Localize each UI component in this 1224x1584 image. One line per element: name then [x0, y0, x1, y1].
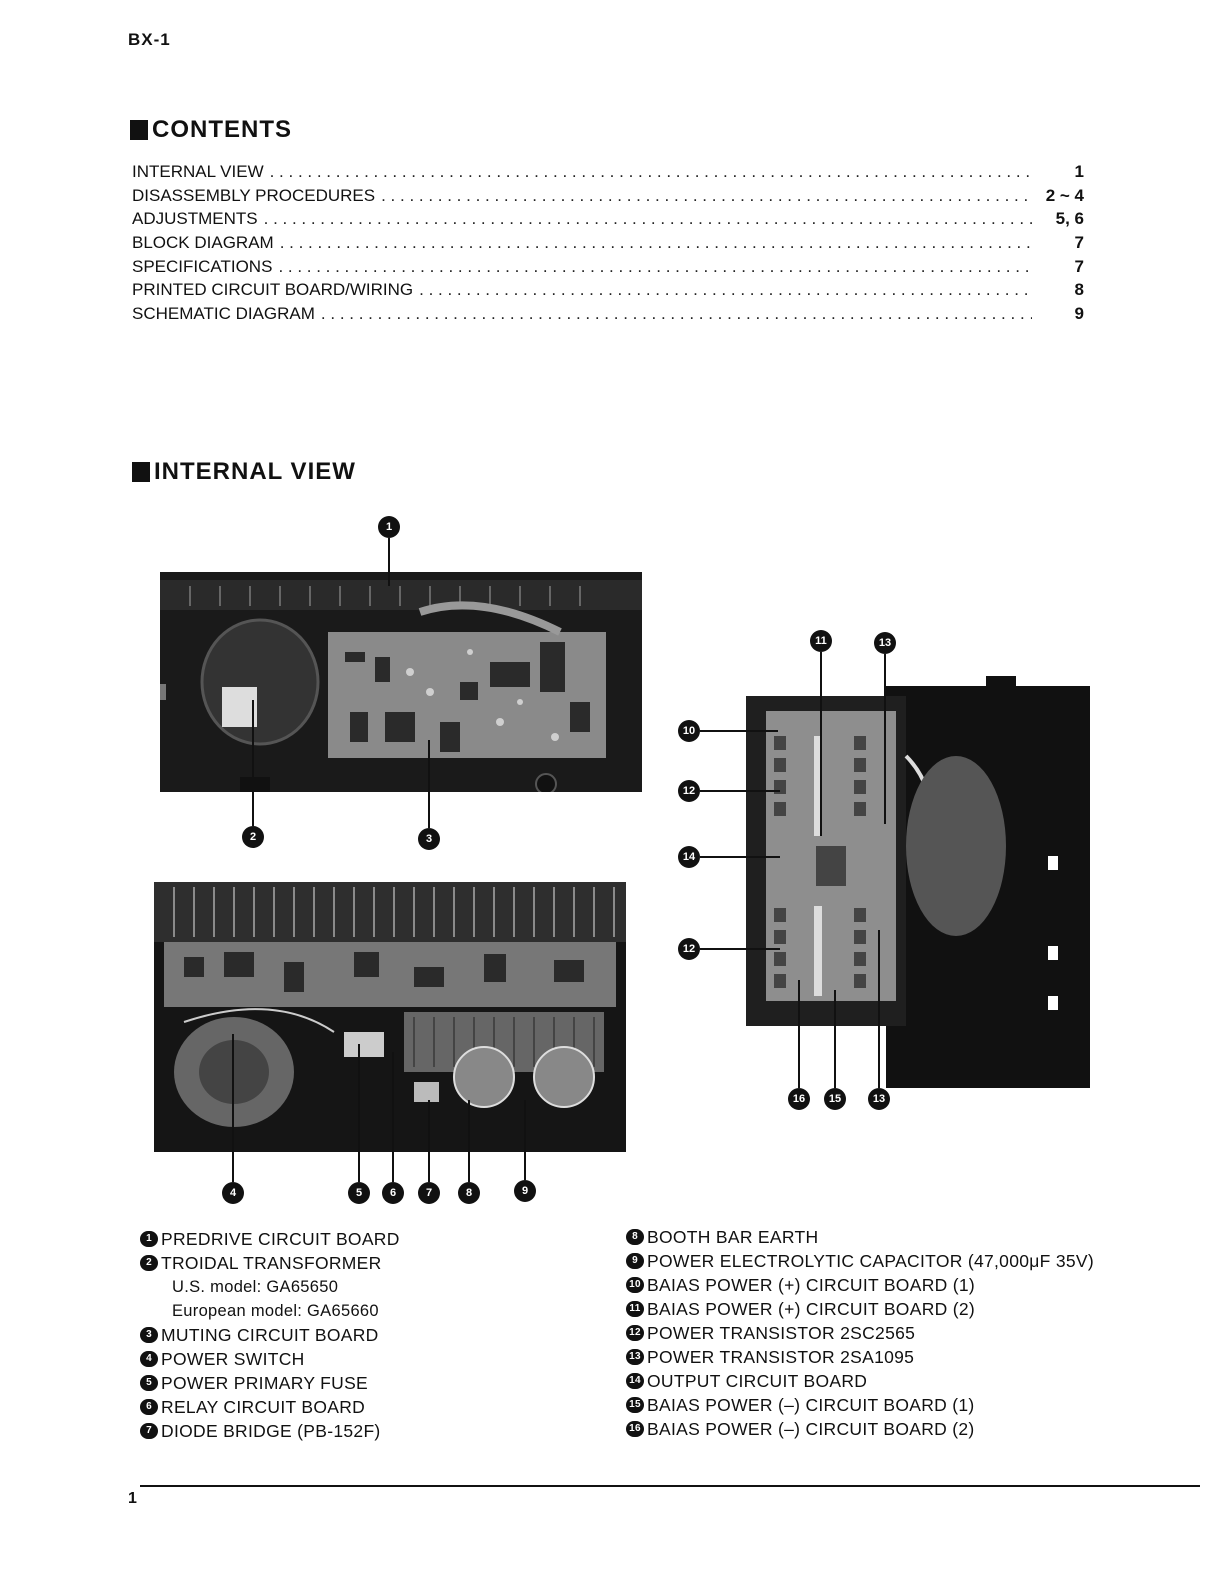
toc-entry-page: 2 ~ 4 — [1045, 185, 1084, 205]
toc-entry-label: SPECIFICATIONS — [132, 256, 273, 276]
legend-number: 16 — [626, 1421, 644, 1437]
legend-label: BAIAS POWER (–) CIRCUIT BOARD (2) — [647, 1418, 975, 1439]
legend-item — [626, 1345, 1146, 1369]
toc-entry-label: BLOCK DIAGRAM — [132, 233, 274, 253]
heading-square-icon — [132, 462, 150, 482]
callout-11: 11 — [810, 630, 832, 652]
toc-entry[interactable] — [132, 233, 1084, 257]
leader-line — [428, 740, 430, 828]
toc-entry-label: ADJUSTMENTS — [132, 209, 258, 229]
legend-item — [626, 1297, 1146, 1321]
toc-leader-dots — [270, 162, 1032, 182]
leader-line — [700, 948, 780, 950]
legend-item — [626, 1321, 1146, 1345]
leader-line — [428, 1100, 430, 1182]
legend-label: TROIDAL TRANSFORMER — [161, 1252, 382, 1273]
toc-entry-page: 7 — [1074, 233, 1084, 253]
toc-leader-dots — [264, 209, 1032, 229]
callout-2: 2 — [242, 826, 264, 848]
page-number: 1 — [128, 1490, 137, 1507]
legend-number: 8 — [626, 1229, 644, 1245]
callout-8: 8 — [458, 1182, 480, 1204]
leader-line — [700, 856, 780, 858]
legend-number: 2 — [140, 1255, 158, 1271]
callout-13b: 13 — [868, 1088, 890, 1110]
heading-square-icon — [130, 120, 148, 140]
toc-entry-label: INTERNAL VIEW — [132, 162, 264, 181]
legend-number: 1 — [140, 1231, 158, 1247]
callout-12b: 12 — [678, 938, 700, 960]
internal-view-title: INTERNAL VIEW — [154, 458, 356, 485]
legend-item — [626, 1225, 1146, 1249]
leader-line — [820, 652, 822, 836]
legend-label: POWER TRANSISTOR 2SC2565 — [647, 1322, 916, 1343]
toc-entry[interactable] — [132, 304, 1084, 328]
leader-line — [468, 1100, 470, 1182]
table-of-contents — [132, 162, 1084, 328]
legend-label: POWER ELECTROLYTIC CAPACITOR (47,000μF 35V) — [647, 1250, 1094, 1271]
toc-entry-page: 8 — [1074, 280, 1084, 300]
contents-title: CONTENTS — [152, 116, 292, 143]
toc-entry-page: 7 — [1074, 256, 1084, 276]
legend-item — [140, 1371, 600, 1395]
legend-number: 15 — [626, 1397, 644, 1413]
top-view-photo — [160, 572, 642, 792]
legend-left — [140, 1227, 600, 1443]
callout-9: 9 — [514, 1180, 536, 1202]
legend-label: RELAY CIRCUIT BOARD — [161, 1396, 366, 1417]
toc-entry[interactable] — [132, 280, 1084, 304]
legend-label: MUTING CIRCUIT BOARD — [161, 1324, 379, 1345]
toc-entry-label: SCHEMATIC DIAGRAM — [132, 304, 315, 324]
footer-rule — [140, 1485, 1200, 1487]
legend-item — [140, 1323, 600, 1347]
legend-label: DIODE BRIDGE (PB-152F) — [161, 1420, 381, 1441]
legend-number: 6 — [140, 1399, 158, 1415]
toc-entry-page: 1 — [1074, 162, 1084, 181]
callout-3: 3 — [418, 828, 440, 850]
leader-line — [252, 700, 254, 826]
legend-item — [140, 1419, 600, 1443]
toc-entry[interactable] — [132, 257, 1084, 281]
leader-line — [798, 980, 800, 1088]
legend-right — [626, 1225, 1146, 1441]
legend-label: POWER SWITCH — [161, 1348, 305, 1369]
leader-line — [878, 930, 880, 1088]
bottom-view-photo — [154, 882, 626, 1152]
toc-entry-page: 9 — [1074, 304, 1084, 324]
leader-line — [884, 654, 886, 824]
legend-item — [140, 1347, 600, 1371]
legend-item — [140, 1251, 600, 1275]
toc-leader-dots — [419, 280, 1032, 300]
leader-line — [358, 1044, 360, 1182]
callout-13: 13 — [874, 632, 896, 654]
legend-number: 10 — [626, 1277, 644, 1293]
callout-15: 15 — [824, 1088, 846, 1110]
toc-leader-dots — [280, 233, 1032, 253]
contents-heading — [130, 116, 292, 144]
legend-label: OUTPUT CIRCUIT BOARD — [647, 1370, 868, 1391]
legend-number: 9 — [626, 1253, 644, 1269]
legend-number: 12 — [626, 1325, 644, 1341]
leader-line — [700, 790, 780, 792]
legend-number: 4 — [140, 1351, 158, 1367]
callout-5: 5 — [348, 1182, 370, 1204]
toc-entry[interactable] — [132, 186, 1084, 210]
toc-entry[interactable] — [132, 209, 1084, 233]
legend-subitem: European model: GA65660 — [172, 1301, 379, 1320]
callout-14: 14 — [678, 846, 700, 868]
legend-item — [140, 1227, 600, 1251]
legend-item — [626, 1393, 1146, 1417]
legend-item — [626, 1273, 1146, 1297]
toc-entry-label: PRINTED CIRCUIT BOARD/WIRING — [132, 280, 414, 300]
legend-label: POWER TRANSISTOR 2SA1095 — [647, 1346, 915, 1367]
leader-line — [834, 990, 836, 1088]
legend-label: POWER PRIMARY FUSE — [161, 1372, 369, 1393]
legend-item — [626, 1417, 1146, 1441]
leader-line — [388, 538, 390, 586]
leader-line — [232, 1034, 234, 1182]
legend-number: 7 — [140, 1423, 158, 1439]
leader-line — [392, 1052, 394, 1182]
leader-line — [700, 730, 778, 732]
toc-entry-label: DISASSEMBLY PROCEDURES — [132, 185, 376, 205]
legend-number: 13 — [626, 1349, 644, 1365]
legend-label: BOOTH BAR EARTH — [647, 1226, 819, 1247]
callout-10: 10 — [678, 720, 700, 742]
legend-item — [626, 1369, 1146, 1393]
legend-number: 14 — [626, 1373, 644, 1389]
legend-item — [140, 1395, 600, 1419]
legend-number: 11 — [626, 1301, 644, 1317]
callout-6: 6 — [382, 1182, 404, 1204]
model-label: BX-1 — [128, 30, 171, 49]
callout-16: 16 — [788, 1088, 810, 1110]
toc-leader-dots — [278, 257, 1032, 277]
toc-leader-dots — [381, 186, 1032, 206]
legend-label: BAIAS POWER (+) CIRCUIT BOARD (1) — [647, 1274, 976, 1295]
toc-entry[interactable] — [132, 162, 1084, 186]
internal-view-heading — [132, 458, 356, 486]
legend-label: BAIAS POWER (–) CIRCUIT BOARD (1) — [647, 1394, 975, 1415]
top-view-illustration — [160, 572, 642, 792]
leader-line — [524, 1100, 526, 1180]
legend-label: BAIAS POWER (+) CIRCUIT BOARD (2) — [647, 1298, 976, 1319]
toc-entry-page: 5, 6 — [1055, 209, 1084, 229]
legend-number: 3 — [140, 1327, 158, 1343]
callout-7: 7 — [418, 1182, 440, 1204]
legend-subitem: U.S. model: GA65650 — [172, 1277, 339, 1296]
legend-number: 5 — [140, 1375, 158, 1391]
legend-item — [626, 1249, 1146, 1273]
toc-leader-dots — [321, 304, 1032, 324]
legend-label: PREDRIVE CIRCUIT BOARD — [161, 1228, 400, 1249]
callout-1: 1 — [378, 516, 400, 538]
callout-12: 12 — [678, 780, 700, 802]
callout-4: 4 — [222, 1182, 244, 1204]
bottom-view-illustration — [154, 882, 626, 1152]
